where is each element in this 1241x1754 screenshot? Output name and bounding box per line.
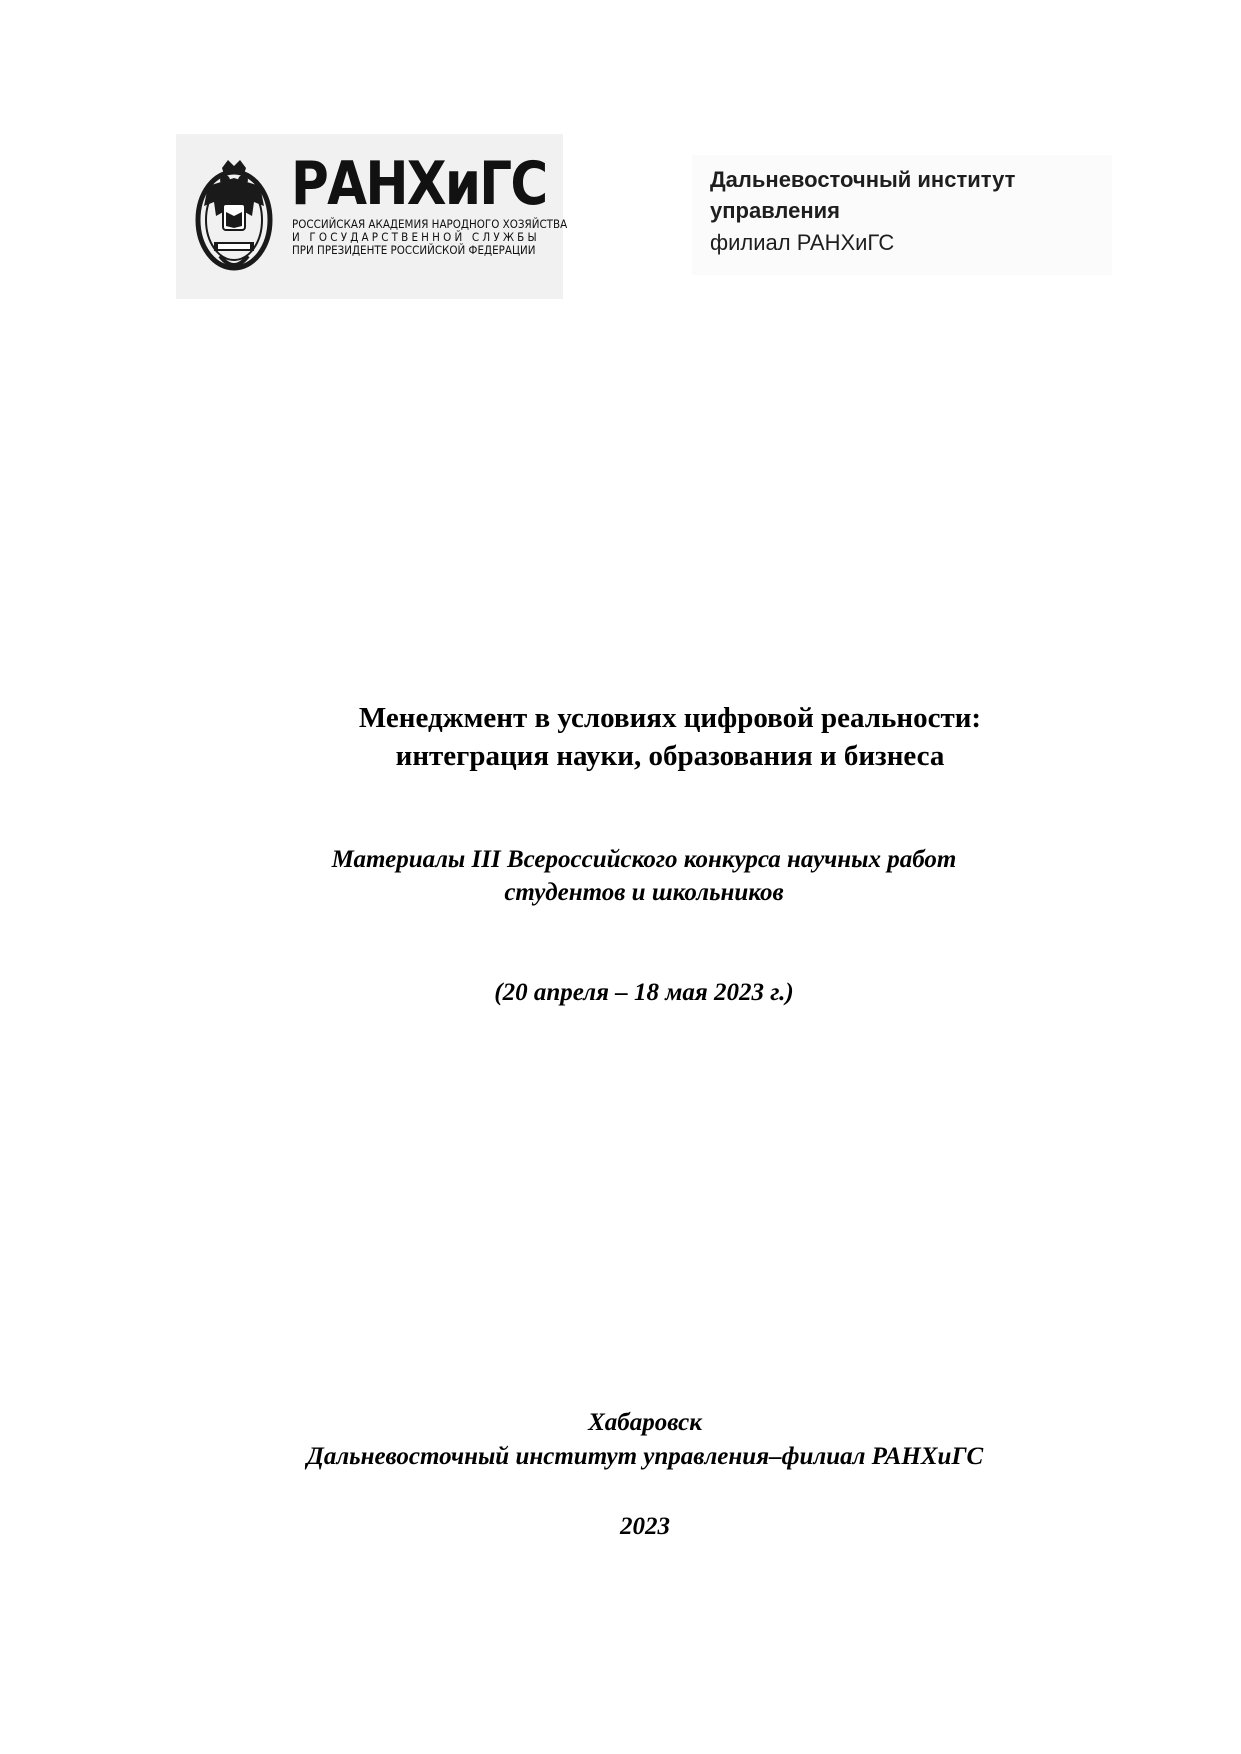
- document-subtitle-line: Материалы III Всероссийского конкурса научных работ: [331, 846, 957, 873]
- institute-branch-line: филиал РАНХиГС: [710, 230, 895, 255]
- brand-subtitle-line: И ГОСУДАРСТВЕННОЙ СЛУЖБЫ: [292, 230, 540, 244]
- publisher-name: Дальневосточный институт управления–филиал РАНХиГС: [306, 1443, 984, 1470]
- brand-name: РАНХиГС: [291, 149, 547, 219]
- eagle-crest-icon: [194, 156, 274, 276]
- institute-name-line: Дальневосточный институт: [710, 167, 1016, 192]
- document-title-line: Менеджмент в условиях цифровой реальности:: [358, 702, 982, 734]
- document-title-line: интеграция науки, образования и бизнеса: [395, 740, 945, 772]
- publication-city: Хабаровск: [588, 1409, 702, 1436]
- document-subtitle-line: студентов и школьников: [504, 879, 784, 906]
- brand-subtitle: [292, 217, 568, 257]
- brand-subtitle-line: РОССИЙСКАЯ АКАДЕМИЯ НАРОДНОГО ХОЗЯЙСТВА: [292, 217, 568, 231]
- publication-year: 2023: [620, 1513, 670, 1540]
- event-dates: (20 апреля – 18 мая 2023 г.): [494, 979, 794, 1006]
- ranepa-logo: [176, 134, 568, 299]
- institute-label: [692, 155, 1112, 275]
- institute-name-line: управления: [710, 198, 841, 223]
- brand-subtitle-line: ПРИ ПРЕЗИДЕНТЕ РОССИЙСКОЙ ФЕДЕРАЦИИ: [292, 243, 536, 257]
